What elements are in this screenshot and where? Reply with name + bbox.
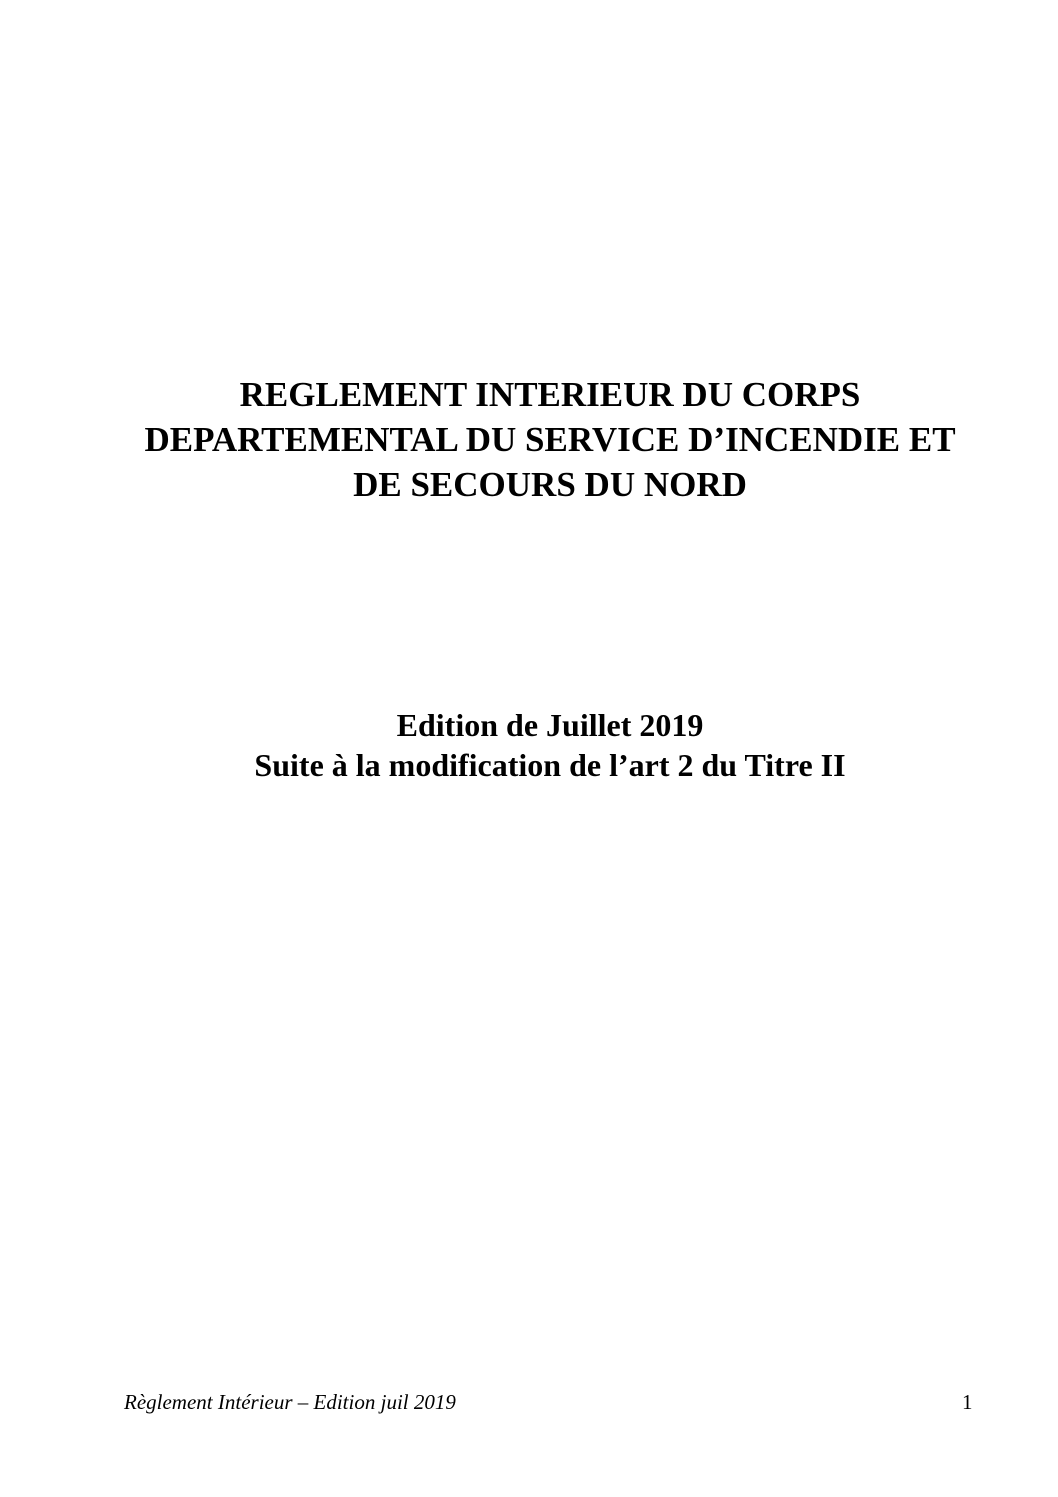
title-line-2: DEPARTEMENTAL DU SERVICE D’INCENDIE ET	[144, 420, 956, 459]
edition-line-1: Edition de Juillet 2019	[396, 707, 704, 743]
title-line-3: DE SECOURS DU NORD	[353, 465, 747, 504]
page-number: 1	[962, 1390, 973, 1414]
document-title	[0, 372, 1058, 507]
edition-line-2: Suite à la modification de l’art 2 du Titre II	[254, 747, 846, 783]
footer-text: Règlement Intérieur – Edition juil 2019	[124, 1390, 456, 1414]
edition-info	[0, 705, 1058, 785]
title-line-1: REGLEMENT INTERIEUR DU CORPS	[239, 375, 861, 414]
